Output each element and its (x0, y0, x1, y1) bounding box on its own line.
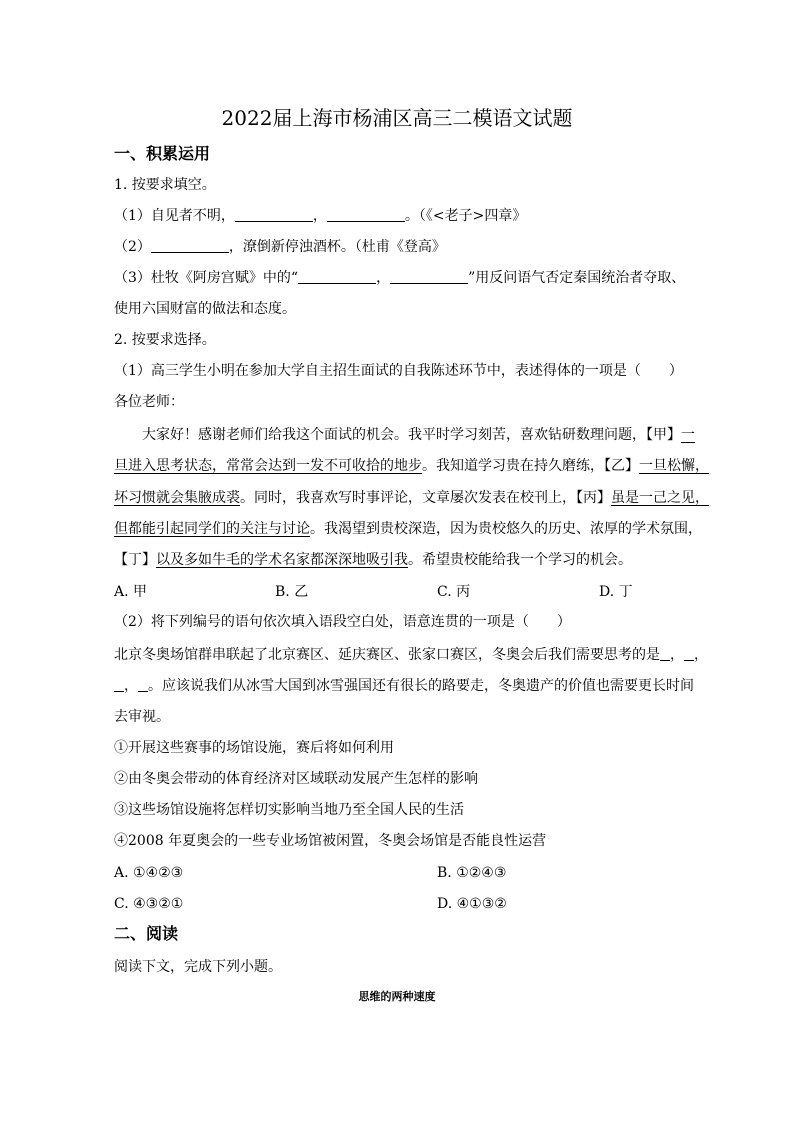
document-title: 2022届上海市杨浦区高三二模语文试题 (221, 106, 573, 130)
speech-text: 大家好！感谢老师们给我这个面试的机会。我平时学习刻苦，喜欢钻研数理问题， (142, 427, 646, 443)
q1-item3-text-b: ， (376, 270, 391, 286)
sentence-1: ①开展这些赛事的场馆设施，赛后将如何利用 (114, 740, 394, 756)
passage-text: ， (124, 678, 138, 694)
sentence-2: ②由冬奥会带动的体育经济对区域联动发展产生怎样的影响 (114, 771, 478, 787)
q1-item1-text-c: 。（《<老子>四章》 (404, 208, 527, 224)
speech-text: 。同时，我喜欢写时事评论，文章屡次发表在校刊上， (240, 490, 576, 506)
choice-d[interactable]: D. 丁 (599, 584, 633, 600)
underlined-phrase-jia: 旦进入思考状态，常常会达到一发不可收拾的地步 (114, 458, 422, 474)
marker-jia: 【甲】 (646, 427, 681, 443)
underlined-phrase-jia: 一 (681, 427, 695, 443)
q2-stem: 2. 按要求选择。 (114, 332, 216, 348)
passage-text: ， (670, 647, 684, 663)
answer-blank[interactable] (327, 207, 405, 222)
sentence-4: ④2008 年夏奥会的一些专业场馆被闲置，冬奥会场馆是否能良性运营 (114, 833, 547, 849)
q1-stem: 1. 按要求填空。 (114, 177, 216, 193)
marker-bing: 【丙】 (576, 490, 611, 506)
speech-text: 。我知道学习贵在持久磨练， (422, 458, 604, 474)
q1-item1 (114, 206, 526, 226)
reading-intro: 阅读下文，完成下列小题。 (114, 959, 282, 975)
answer-blank[interactable] (114, 677, 124, 692)
answer-blank[interactable] (390, 269, 468, 284)
q1-item3-text-a: （3）杜牧《阿房宫赋》中的“ (114, 270, 299, 286)
choice-b[interactable]: B. 乙 (275, 584, 309, 600)
passage-line-2 (114, 676, 694, 696)
q1-item3-continued: 使用六国财富的做法和态度。 (114, 301, 296, 317)
underlined-phrase-bing: 虽是一己之见， (611, 490, 709, 506)
answer-blank[interactable] (298, 269, 376, 284)
section1-heading: 一、积累运用 (114, 144, 211, 163)
answer-blank[interactable] (660, 646, 670, 661)
q1-item2-text-b: ，潦倒新停浊酒杯。（杜甫《登高》 (228, 239, 446, 255)
underlined-phrase-bing: 但都能引起同学们的关注与讨论 (114, 521, 310, 537)
answer-blank[interactable] (684, 646, 694, 661)
choice-c[interactable]: C. ④③②① (114, 896, 184, 912)
marker-yi: 【乙】 (604, 458, 639, 474)
article-title: 思维的两种速度 (358, 990, 436, 1003)
underlined-phrase-yi: 坏习惯就会集腋成裘 (114, 490, 240, 506)
speech-line-3 (114, 488, 709, 508)
q2-sub2-stem: （2）将下列编号的语句依次填入语段空白处，语意连贯的一项是（ ） (114, 614, 571, 630)
speech-text: 。我渴望到贵校深造，因为贵校悠久的历史、浓厚的学术氛围， (310, 521, 702, 537)
answer-blank[interactable] (151, 238, 229, 253)
answer-blank[interactable] (138, 677, 148, 692)
marker-ding: 【丁】 (114, 552, 156, 568)
q1-item1-text-b: ， (312, 208, 327, 224)
underlined-phrase-yi: 一旦松懈， (639, 458, 709, 474)
passage-text: 北京冬奥场馆群串联起了北京赛区、延庆赛区、张家口赛区，冬奥会后我们需要思考的是 (114, 647, 660, 663)
speech-line-4 (114, 519, 702, 539)
q1-item3-text-c: ”用反问语气否定秦国统治者夺取、 (468, 270, 686, 286)
passage-text: 。应该说我们从冰雪大国到冰雪强国还有很长的路要走，冬奥遗产的价值也需要更长时间 (148, 678, 694, 694)
section2-heading: 二、阅读 (114, 924, 179, 943)
speech-line-2 (114, 456, 709, 476)
sentence-3: ③这些场馆设施将怎样切实影响当地乃至全国人民的生活 (114, 802, 464, 818)
choice-c[interactable]: C. 丙 (437, 584, 471, 600)
underlined-phrase-ding: 以及多如牛毛的学术名家都深深地吸引我 (156, 552, 408, 568)
q2-sub1-stem: （1）高三学生小明在参加大学自主招生面试的自我陈述环节中，表述得体的一项是（ ） (114, 363, 683, 379)
choice-a[interactable]: A. ①④②③ (114, 865, 184, 881)
speech-line-5 (114, 550, 632, 570)
q1-item1-text-a: （1）自见者不明， (114, 208, 235, 224)
choice-a[interactable]: A. 甲 (114, 584, 148, 600)
passage-text: ， (694, 647, 708, 663)
q1-item2-text-a: （2） (114, 239, 151, 255)
speech-line-1 (142, 425, 695, 445)
q1-item2 (114, 237, 446, 257)
speech-greeting: 各位老师： (114, 394, 184, 410)
choice-b[interactable]: B. ①②④③ (437, 865, 507, 881)
q1-item3 (114, 268, 685, 288)
passage-line-1 (114, 645, 708, 665)
answer-blank[interactable] (235, 207, 313, 222)
speech-text: 。希望贵校能给我一个学习的机会。 (408, 552, 632, 568)
passage-line-3: 去审视。 (114, 709, 170, 725)
choice-d[interactable]: D. ④①③② (437, 896, 507, 912)
